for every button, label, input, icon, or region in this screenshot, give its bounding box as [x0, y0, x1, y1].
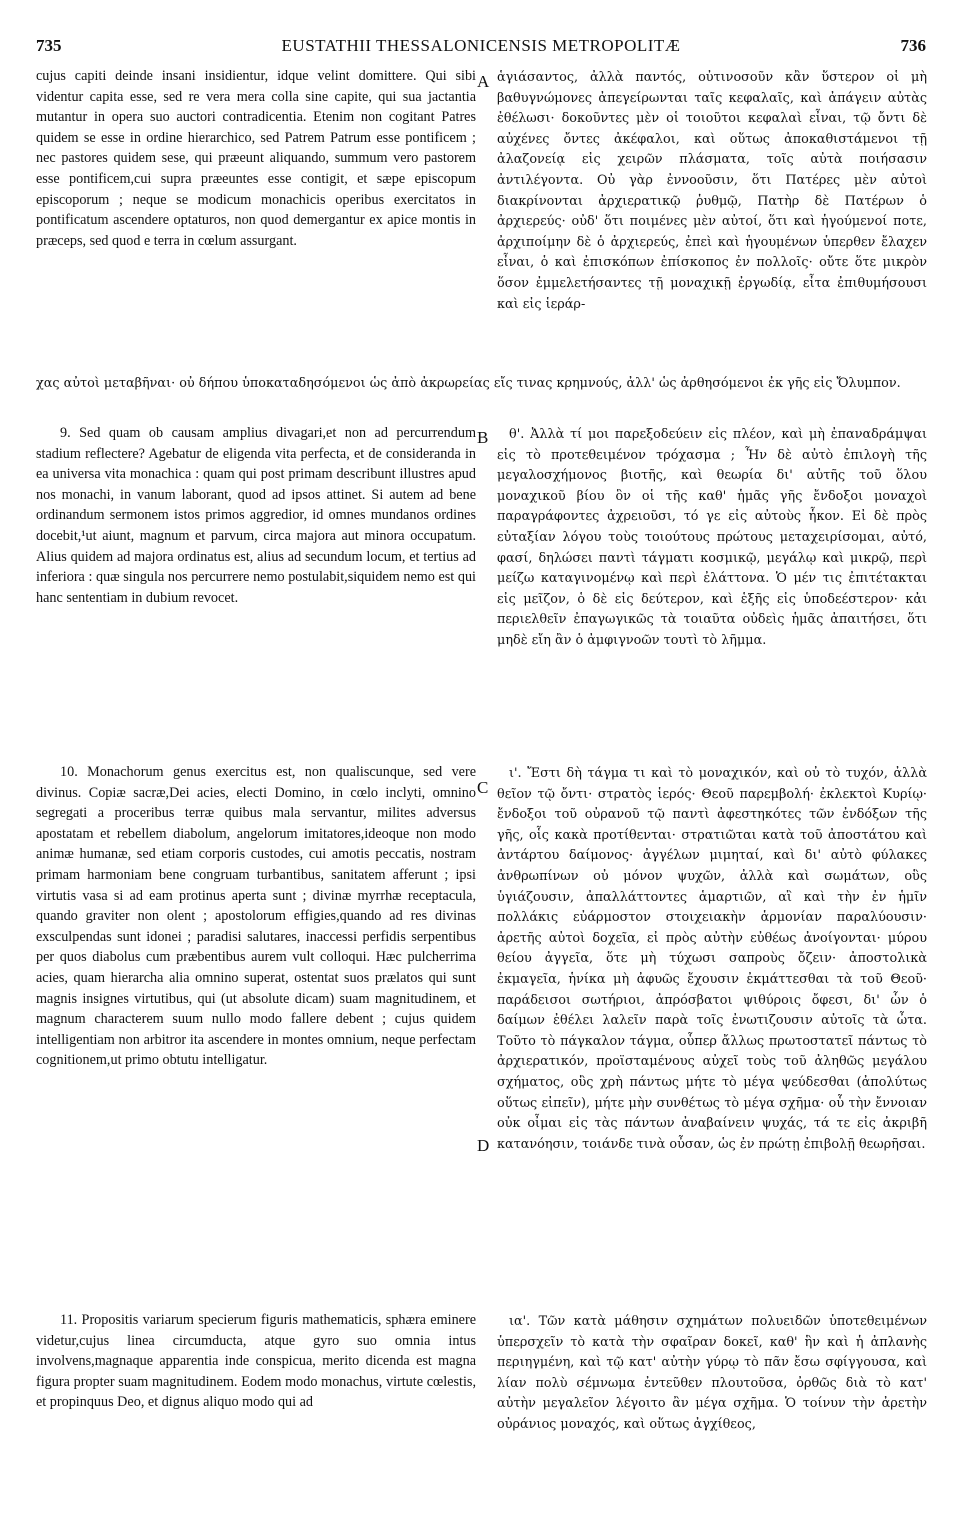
section-marker-c: C — [477, 778, 489, 797]
latin-text: 11. Propositis variarum specierum figuris mathematicis, sphæra eminere videtur,cujus linea circumducta, atque gyro suo omnia intus involvens,magnaque apparentia inde conspicua, merito dicenda est magna figura propter suam magnitudinem. Eodem modo monachus, virtute cœlestis, et propinquus Deo, et dignus aliquo modo qui ad — [36, 1312, 476, 1411]
running-header — [36, 36, 926, 58]
latin-paragraph-9 — [36, 423, 476, 608]
greek-text: χας αὐτοὶ μεταβῆναι· οὐ δήπου ὑποκαταδησόμενοι ὡς ἀπὸ ἀκρωρείας εἴς τινας κρημνούς, ἀλλ' ὡς ἀρθησόμενοι ἐκ γῆς εἰς Ὄλυμπον. — [36, 376, 901, 391]
greek-paragraph-9 — [497, 425, 927, 652]
page-number-right: 736 — [900, 36, 926, 55]
latin-top-paragraph — [36, 66, 476, 251]
section-marker-d: D — [477, 1136, 490, 1155]
greek-text: ἁγιάσαντος, ἀλλὰ παντός, οὐτινοσοῦν κἂν ὕστερον οἱ μὴ βαθυγνώμονες ἀπεγείρωνται ταῖς κεφαλαῖς, καὶ ἀπάγειν αὐτὰς ἐθέλωσι· δοκοῦντες μὲν οἱ τοιοῦτοι κεφαλαὶ εἶναι, τῷ ὄντι δὲ αὐχένες ὄντες ἀκέφαλοι, καὶ οὕτως ἀποκαθιστάμενοι τῇ ἀλαζονείᾳ εἰς χειρῶν πλάσματα, τοῖς αὐτὰ ποιήσασιν ἀντιλέγοντα. Οὐ γὰρ ἐννοοῦσιν, ὅτι Πατέρες μὲν αὐτοὶ διακρίνονται ἀρχιερατικῷ ῥυθμῷ, Πατὴρ δὲ Πατέρων ὁ ἀρχιερεύς· οὐδ' ὅτι ποιμένες μὲν αὐτοί, ὅτι καὶ ἡγούμενοί ποτε, ἀρχιποίμην δὲ ὁ ἀρχιερεύς, ἐπεὶ καὶ ἡγουμένων ὑπερθεν ἔλαχεν εἶναι, ὁ καὶ ἐπισκόπων ἐπίσκοπος ἐν πολλοῖς· οὔτε ὅτε μικρὸν ὅσον ἐμμελετήσαντες τῇ μοναχικῇ ἐργωδίᾳ, εἶτα ἐπιθυμήσουσι καὶ εἰς ἱεράρ- — [497, 70, 927, 312]
greek-top-paragraph — [497, 68, 927, 315]
latin-text: 9. Sed quam ob causam amplius divagari,et non ad percurrendum stadium reflectere? Agebatur de eligenda vita perfecta, et de consideranda in ea universa vita monachica : quam qui post primam describunt illustres apud nos monachi, in vanum laborant, quod ad ipsos attinet. Si autem ad bene ordinandum sermonem istos primos aggredior, id omnes mundanos ordines docebit,¹ut aiunt, magnum et parvum, circa majora aut minora occupatum. Alius quidem ad majora ordinatus est, alius ad secundum locum, et tertius ad inferiora : quæ singula nos percurrere nemo postulabit,siquidem nemo est qui hanc sententiam in dubium revocet. — [36, 425, 476, 606]
section-marker-b: B — [477, 428, 489, 447]
latin-text: cujus capiti deinde insani insidientur, idque velint domittere. Qui sibi videntur capita esse, sed re vera mera colla sine capite, qui sua jactantia mutantur in opera suo auctori contradicentia. Etenim non cogitant Patres quidem se esse in ordine hierarchico, sed Patrem Patrum esse pontificem ; nec pastores quidem sese, qui præeunt aliquando, summum vero pastorem esse pontificem,cui supra præeuntes esse contigit, et sæpe episcopum episcoporum ; neque se modicum monachicis operibus exercitatos in pontificatum ascendere optaturos, non quod demergantur ex apice montis in præceps, sed quod e terra in cœlum assurgant. — [36, 68, 476, 249]
greek-full-width-continuation — [36, 374, 926, 395]
latin-paragraph-11 — [36, 1310, 476, 1413]
greek-text: θ'. Ἀλλὰ τί μοι παρεξοδεύειν εἰς πλέον, καὶ μὴ ἐπαναδράμψαι εἰς τὸ προτεθειμένον τρόχασμα ; Ἦν δὲ αὐτὸ ἐπιλογὴ τῆς μεγαλοσχήμονος βιοτῆς, καὶ θεωρία δι' αὐτῆς τοῦ ὅλου μοναχικοῦ βίου ὃν οἱ τῆς καθ' ἡμᾶς γῆς ἔνδοξοι μοναχοὶ παραγράφοντες ἀχρειοῦσι, τό γε εἰς αὐτοὺς ἧκον. Εἰ δὲ πρὸς εὐταξίαν λόγου τοὺς τοιούτους πρώτους μεταχειρίσομαι, αὐτό, φασί, δηλώσει παντὶ τάγματι κοσμικῷ, μεγάλῳ καὶ μικρῷ, περὶ μείζω καταγινομένῳ καὶ περὶ ἐλάττονα. Ὁ μέν τις ἐπιτέτακται εἰς μεῖζον, ὁ δὲ εἰς δεύτερον, καὶ ἑξῆς εἰς ὑποδεέστερον· κἀι περιελθεῖν ἐπαγωγικῶς τὰ τοιαῦτα οὐδεὶς ἡμᾶς ἀπαιτήσει, ὅτι μηδὲ εἴη ἂν ὁ ἀμφιγνοῶν τουτὶ τὸ λῆμμα. — [497, 427, 927, 648]
greek-text: ια'. Τῶν κατὰ μάθησιν σχημάτων πολυειδῶν ὑποτεθειμένων ὑπερσχεῖν τὸ κατὰ τὴν σφαῖραν δοκεῖ, καθ' ἣν καὶ ἡ ἀπλανὴς περιηγμένη, καὶ τῷ κατ' αὐτὴν γύρῳ τὸ πᾶν ἔσω σφίγγουσα, καὶ λίαν πολὺ σέμνωμα ἐντεῦθεν πλουτοῦσα, ὀρθῶς διὰ τὸ κατ' αὐτὴν μεγαλεῖον λέγοιτο ἂν μέγα σχῆμα. Ὁ τοίνυν τὴν ἀρετὴν οὐράνιος μοναχός, καὶ οὕτως ἀγχίθεος, — [497, 1314, 927, 1432]
latin-text: 10. Monachorum genus exercitus est, non qualiscunque, sed vere divinus. Copiæ sacræ,Dei acies, electi Domino, in cœlo inclyti, omnino segregati a proceribus terræ quibus mala servantur, milites adversus apostatam et rebellem diabolum, angelorum imitatores,ideoque non modo animæ humanæ, sed etiam corporis custodes, cui amotis peccatis, nostram primam harmoniam bene congruam turbantibus, sanitatem afferunt ; ipsi virtutis vasa si ad eam protinus aperta sunt ; divinæ myrrhæ receptacula, quando graviter non olent ; apostolorum effigies,quando ad res divinas exsculpendas sunt idonei ; paradisi salutares, inaccessi perfidis serpentibus per quos diabolus cum præbentibus aurem vult colloqui. Hæc pulcherrima acies, quam hierarcha alia omnino superat, ostentat suos prælatos qui sunt magnis insignes virtutibus, qui (ut absolute dicam) suam magnitudinem, et magnum characterem suum nullo modo fallere debent ; cujus quidem intelligentiam non arbitror ita ascendere in montes omnium, neque perfectam cognitionem,ut primo obtutu intelligatur. — [36, 764, 476, 1069]
page-number-left: 735 — [36, 36, 62, 55]
greek-paragraph-11 — [497, 1312, 927, 1436]
greek-paragraph-10 — [497, 764, 927, 1155]
section-marker-a: A — [477, 72, 490, 91]
greek-text: ι'. Ἔστι δὴ τάγμα τι καὶ τὸ μοναχικόν, καὶ οὐ τὸ τυχόν, ἀλλὰ θεῖον τῷ ὄντι· στρατὸς ἱερός· Θεοῦ παρεμβολή· ἐκλεκτοὶ Κυρίῳ· ἔνδοξοι τοῦ οὐρανοῦ τῷ παντὶ ἀφεστηκότες τῶν ἐνδόξων τῆς γῆς, οἷς κακὰ προτίθενται· στρατιῶται κατὰ τοῦ ἀποστάτου καὶ ἀντάρτου δαίμονος· ἀγγέλων μιμηταί, καὶ δι' αὐτὸ φύλακες ἀνθρωπίνων οὐ μόνον ψυχῶν, ἀλλὰ καὶ σωμάτων, οὓς ὑγιάζουσιν, ἀπαλλάττοντες ἁμαρτιῶν, αἳ καὶ τὴν ἐν ἡμῖν πολλάκις εὐάρμοστον στοιχειακὴν ἁρμονίαν παραλύουσιν· ἀρετῆς αὐτοὶ δοχεῖα, εἰ πρὸς αὐτὴν εὐθέως ἀνοίγονται· μύρου θείου ἀγγεῖα, ὅτε μὴ τύχωσι σαπροὺς ὄζειν· ἀποστολικὰ ἐκμαγεῖα, ἡνίκα μὴ ἀφυῶς ἔχουσιν ἐκμάττεσθαι τὰ τοῦ Θεοῦ· παράδεισοι σωτήριοι, ἀπρόσβατοι ψιθύροις ὄφεσι, δι' ὧν ὁ δαίμων ἐθέλει λαλεῖν παρὰ τοῖς ἐνωτιζουσιν αὐτοῖς τὰ ὦτα. Τοῦτο τὸ πάγκαλον τάγμα, οὗπερ ἄλλως πρωτοστατεῖ πάντως τὸ ἀρχιερατικόν, προϊσταμένους αὐχεῖ τοὺς τοῦ ἀληθῶς μεγάλου σχήματος, οὓς χρὴ πάντως μήτε τὸ μέγα ψεύδεσθαι (ἀπολύτως οὕτως εἰπεῖν), μήτε μὴν συνθέτως τὸ μέγα σχῆμα· οὗ τὴν ἔννοιαν οὐκ οἶμαι εἰς τὰς πάντων ἀναβαίνειν ψυχάς, τά τε εἰς ἀκριβῆ κατανόησιν, τοιάνδε τινὰ οὖσαν, ὡς ἐν πρώτῃ ἐπιβολῇ θεωρῆσαι. — [497, 766, 927, 1152]
running-title: EUSTATHII THESSALONICENSIS METROPOLITÆ — [281, 36, 681, 55]
latin-paragraph-10 — [36, 762, 476, 1071]
